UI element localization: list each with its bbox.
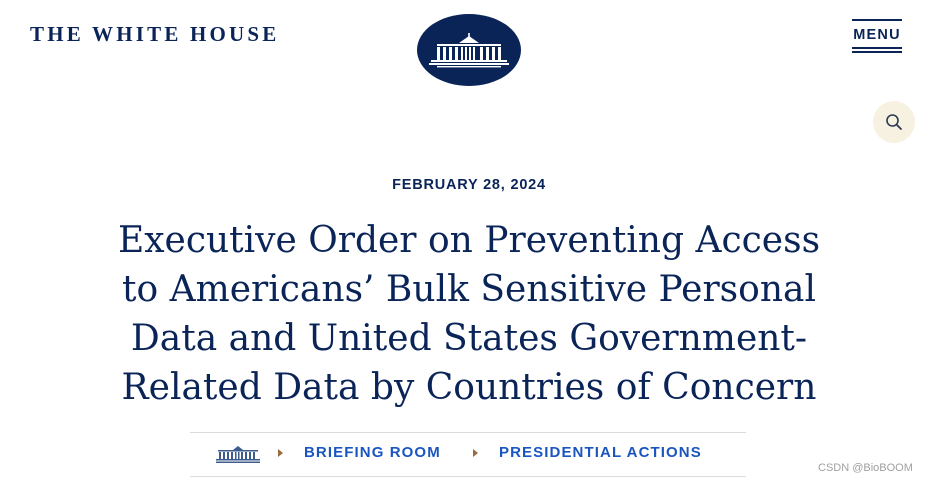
article-date: FEBRUARY 28, 2024 xyxy=(392,177,546,193)
article-title: Executive Order on Preventing Access to Americans’ Bulk Sensitive Personal Data and United States Government-Related Data by Countries of Concern xyxy=(117,220,821,408)
watermark: CSDN @BioBOOM xyxy=(818,462,913,474)
menu-line-bottom xyxy=(852,47,902,49)
breadcrumb xyxy=(190,432,746,477)
menu-button[interactable] xyxy=(852,16,902,54)
site-title[interactable]: THE WHITE HOUSE xyxy=(30,22,280,46)
breadcrumb-separator-icon xyxy=(473,449,478,457)
search-icon xyxy=(885,113,903,131)
breadcrumb-presidential-actions[interactable]: PRESIDENTIAL ACTIONS xyxy=(499,444,702,461)
menu-line-bottom-second xyxy=(852,51,902,53)
menu-line-top xyxy=(852,19,902,21)
menu-label: MENU xyxy=(853,27,901,43)
white-house-seal-icon[interactable] xyxy=(417,14,521,86)
search-button[interactable] xyxy=(873,101,915,143)
white-house-icon xyxy=(216,444,260,464)
breadcrumb-briefing-room[interactable]: BRIEFING ROOM xyxy=(304,444,441,461)
breadcrumb-separator-icon xyxy=(278,449,283,457)
breadcrumb-home-link[interactable] xyxy=(216,444,260,464)
